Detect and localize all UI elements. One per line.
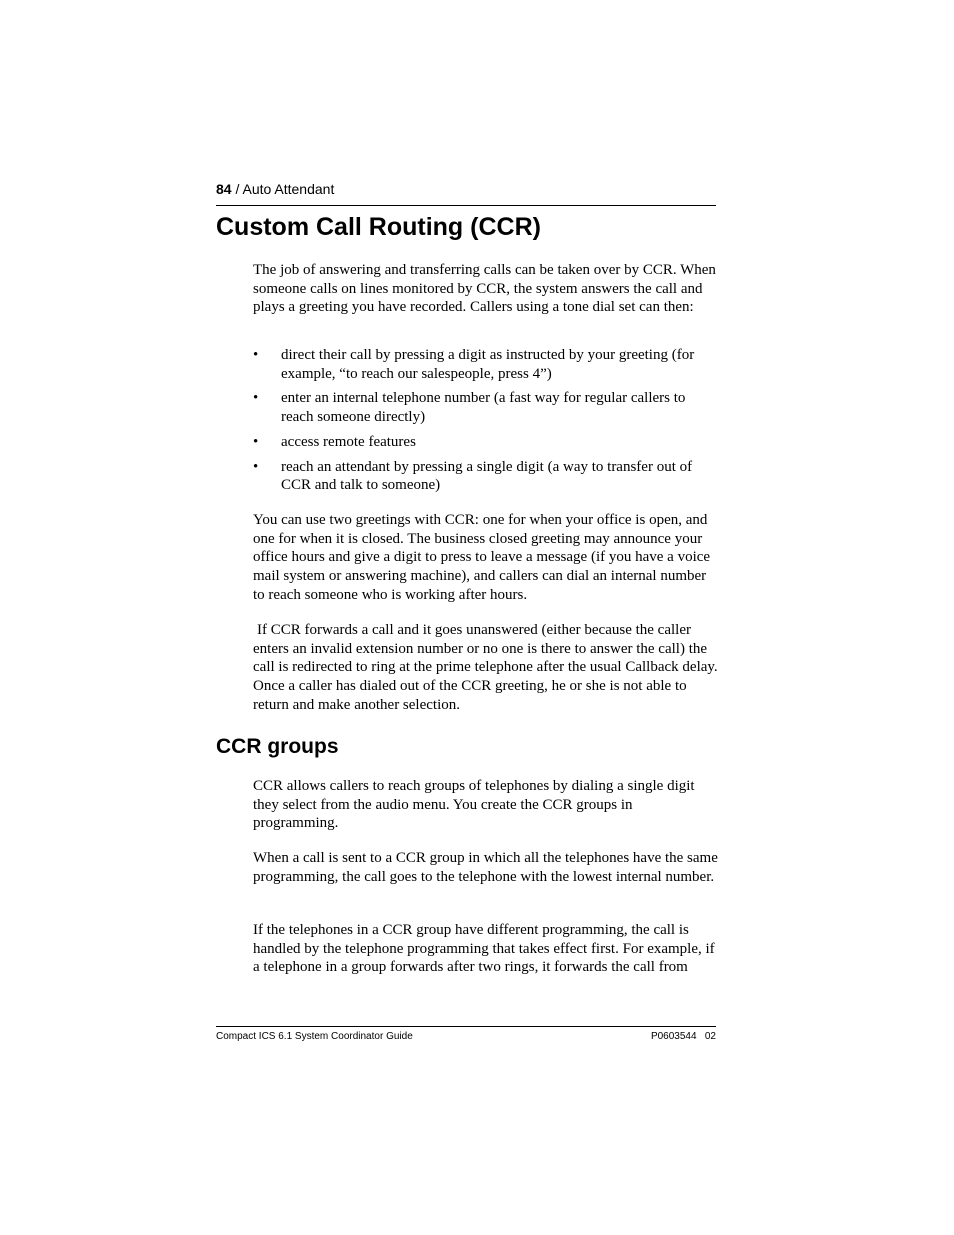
feature-list — [253, 346, 719, 501]
page-title: Custom Call Routing (CCR) — [216, 213, 541, 241]
groups-paragraph-1: CCR allows callers to reach groups of telephones by dialing a single digit they select from the audio menu. You create the CCR groups in programming. — [253, 778, 695, 832]
footer-document-title: Compact ICS 6.1 System Coordinator Guide — [216, 1031, 413, 1042]
header-section: Auto Attendant — [242, 181, 335, 197]
bullet-mark: • — [253, 347, 259, 363]
list-item-text: enter an internal telephone number (a fast way for regular callers to reach someone directly) — [281, 390, 686, 426]
list-item — [253, 458, 719, 495]
list-item-text: reach an attendant by pressing a single digit (a way to transfer out of CCR and talk to someone) — [281, 458, 693, 494]
footer-part-number: P0603544 02 — [650, 1031, 716, 1042]
forwarding-paragraph: If CCR forwards a call and it goes unanswered (either because the caller enters an invalid extension number or no one is there to answer the call) the call is redirected to ring at the prime telephone after the usual Callback delay. Once a caller has dialed out of the CCR greeting, he or she is not able to return and make another selection. — [253, 622, 718, 713]
header-rule — [216, 205, 716, 206]
greetings-paragraph: You can use two greetings with CCR: one for when your office is open, and one for when it is closed. The business closed greeting may announce your office hours and give a digit to press to leave a message (if you have a voice mail system or answering machine), and callers can dial an internal number to reach someone who is working after hours. — [253, 512, 711, 603]
list-item — [253, 346, 719, 383]
groups-paragraph-3: If the telephones in a CCR group have different programming, the call is handled by the telephone programming that takes effect first. For example, if a telephone in a group forwards after two rings, it forwards the call from — [253, 922, 715, 976]
intro-paragraph: The job of answering and transferring calls can be taken over by CCR. When someone calls on lines monitored by CCR, the system answers the call and plays a greeting you have recorded. Callers using a tone dial set can then: — [253, 262, 716, 316]
list-item — [253, 433, 719, 452]
running-header — [216, 180, 716, 198]
page-number: 84 — [216, 181, 232, 197]
list-item-text: direct their call by pressing a digit as instructed by your greeting (for example, “to reach our salespeople, press 4”) — [281, 347, 695, 382]
list-item — [253, 389, 719, 426]
list-item-text: access remote features — [281, 433, 416, 450]
groups-paragraph-2: When a call is sent to a CCR group in which all the telephones have the same programming, the call goes to the telephone with the lowest internal number. — [253, 850, 718, 885]
section-title: CCR groups — [216, 735, 339, 758]
footer-rule — [216, 1026, 716, 1027]
header-separator: / — [231, 181, 243, 197]
bullet-mark: • — [253, 433, 259, 450]
bullet-mark: • — [253, 458, 259, 475]
bullet-mark: • — [253, 390, 259, 407]
